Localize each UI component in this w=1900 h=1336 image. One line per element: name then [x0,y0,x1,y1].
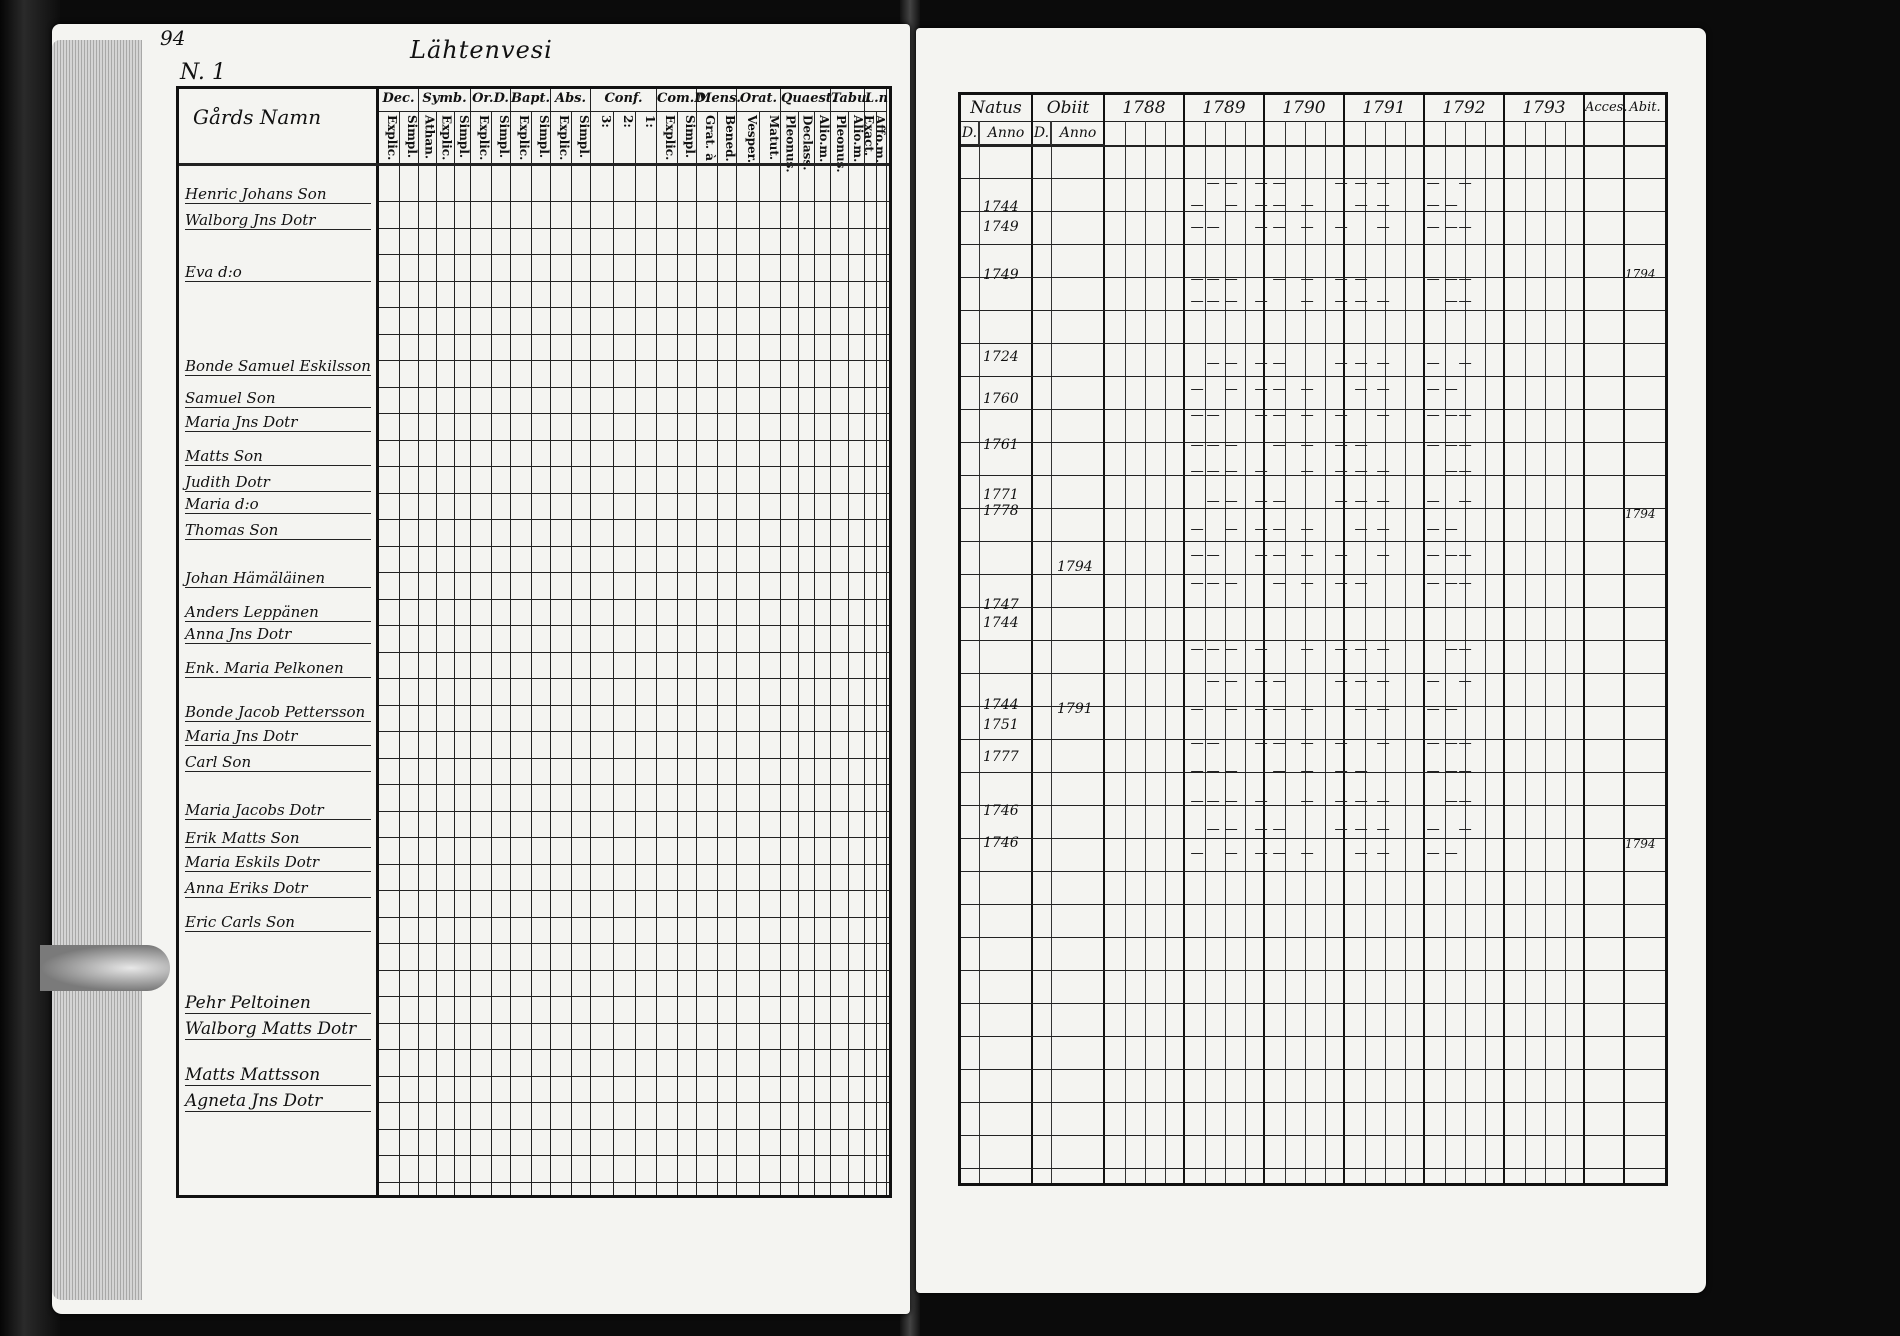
column-header: Com.D. [657,91,696,112]
column-subheader: Athan. [422,115,437,160]
name-entry: Samuel Son [185,389,371,408]
name-entry: Maria Jacobs Dotr [185,801,371,820]
column-header: Abs. [551,91,590,112]
name-entry: Walborg Jns Dotr [185,211,371,230]
name-entries [179,89,379,1195]
column-subheader: Simpl. [405,115,419,159]
column-subheader: Pleonus. [834,115,848,173]
accessit-header: Acces. [1585,95,1623,122]
birth-year: 1771 [983,487,1019,503]
birth-year: 1760 [983,391,1019,407]
birth-year: 1744 [983,697,1019,713]
column-subheader: Simpl. [497,115,511,159]
death-year: 1791 [1057,701,1093,717]
year-column [1105,95,1185,1183]
natus-anno-header: Anno [979,121,1033,145]
birth-year: 1749 [983,219,1019,235]
column-subheader: Explic. [663,115,677,161]
column-header: Dec. [379,91,418,112]
column-header: Conf. [591,91,656,112]
name-entry: Matts Mattsson [185,1065,371,1086]
birth-year: 1744 [983,615,1019,631]
name-column-header: Gårds Namn [193,105,322,129]
column-header: Orat. [737,91,780,112]
birth-year: 1747 [983,597,1019,613]
name-entry: Agneta Jns Dotr [185,1091,371,1112]
abiit-year: 1794 [1625,507,1656,521]
column-subheader: Bened. [723,115,737,162]
book-left-edge [0,0,60,1336]
column-header: Quaest. [781,91,830,112]
column-header: Symb. [419,91,470,112]
year-header: 1788 [1105,95,1183,122]
obiit-anno-header: Anno [1051,121,1105,145]
column-subheader: Matut. [767,115,781,161]
name-entry: Pehr Peltoinen [185,993,371,1014]
birth-year: 1761 [983,437,1019,453]
column-subheader: Alio.m. [851,115,865,163]
column-header: Bapt. [511,91,550,112]
column-subheader: Affo.m. [873,115,887,164]
year-header: 1790 [1265,95,1343,122]
column-subheader: 3: [599,115,613,128]
name-entry: Maria Eskils Dotr [185,853,371,872]
death-year: 1794 [1057,559,1093,575]
birth-year: 1749 [983,267,1019,283]
name-entry: Carl Son [185,753,371,772]
name-entry: Anna Eriks Dotr [185,879,371,898]
column-subheader: Explic. [517,115,531,161]
year-header: 1789 [1185,95,1263,122]
name-entry: Anna Jns Dotr [185,625,371,644]
column-subheader: 2: [621,115,635,128]
name-entry: Walborg Matts Dotr [185,1019,371,1040]
name-entry: Bonde Samuel Eskilsson [185,357,371,375]
birth-year: 1778 [983,503,1019,519]
ledger-number: N. 1 [180,60,226,85]
catechetical-table [176,86,892,1198]
column-subheader: Declass. [800,115,815,171]
column-subheader: Pleonus. [783,115,798,173]
column-header: L.n. [865,91,886,112]
natus-column [961,95,1033,1183]
year-column [1505,95,1585,1183]
column-subheader: Simpl. [456,115,471,159]
obiit-d-header: D. [1033,121,1051,145]
register-table [958,92,1668,1186]
obiit-column [1033,95,1105,1183]
column-subheader: Exact. [862,115,876,157]
name-entry: Eric Carls Son [185,913,371,932]
year-header: 1792 [1425,95,1503,122]
column-header: Or.D. [471,91,510,112]
village-name: Lähtenvesi [410,36,553,64]
name-entry: Maria Jns Dotr [185,413,371,432]
birth-year: 1744 [983,199,1019,215]
column-subheader: Vesper. [745,115,759,164]
name-entry: Enk. Maria Pelkonen [185,659,371,678]
natus-d-header: D. [961,121,979,145]
accessit-column [1585,95,1628,1183]
obiit-header: Obiit [1033,95,1103,122]
name-entry: Maria Jns Dotr [185,727,371,746]
name-entry: Matts Son [185,447,371,466]
name-entry: Anders Leppänen [185,603,371,622]
bookmark-tab [40,945,170,991]
name-entry: Henric Johans Son [185,185,371,204]
name-entry: Judith Dotr [185,473,371,492]
name-entry: Maria d:o [185,495,371,514]
birth-year: 1751 [983,717,1019,733]
abiit-header: Abit. [1625,95,1665,122]
abiit-year: 1794 [1625,267,1656,281]
birth-year: 1746 [983,803,1019,819]
column-subheader: Alio.m. [816,115,831,163]
column-subheader: Simpl. [537,115,551,159]
column-subheader: Simpl. [577,115,591,159]
year-header: 1793 [1505,95,1583,122]
name-entry: Johan Hämäläinen [185,569,371,588]
name-entry: Eva d:o [185,263,371,282]
column-subheader: 1: [643,115,657,128]
natus-header: Natus [961,95,1031,122]
column-header: Tabu. [831,91,864,112]
abiit-year: 1794 [1625,837,1656,851]
column-subheader: Grat. à [703,115,717,162]
name-entry: Bonde Jacob Pettersson [185,703,371,722]
column-subheader: Explic. [477,115,491,161]
column-header: Mens. [697,91,736,112]
column-subheader: Explic. [439,115,454,161]
abiit-column [1625,95,1665,1183]
column-subheader: Explic. [557,115,571,161]
year-header: 1791 [1345,95,1423,122]
birth-year: 1777 [983,749,1019,765]
column-subheader: Explic. [385,115,399,161]
page-number: 94 [160,26,186,50]
column-subheader: Simpl. [683,115,697,159]
name-entry: Thomas Son [185,521,371,540]
birth-year: 1746 [983,835,1019,851]
page-edges [52,40,142,1300]
birth-year: 1724 [983,349,1019,365]
name-entry: Erik Matts Son [185,829,371,848]
